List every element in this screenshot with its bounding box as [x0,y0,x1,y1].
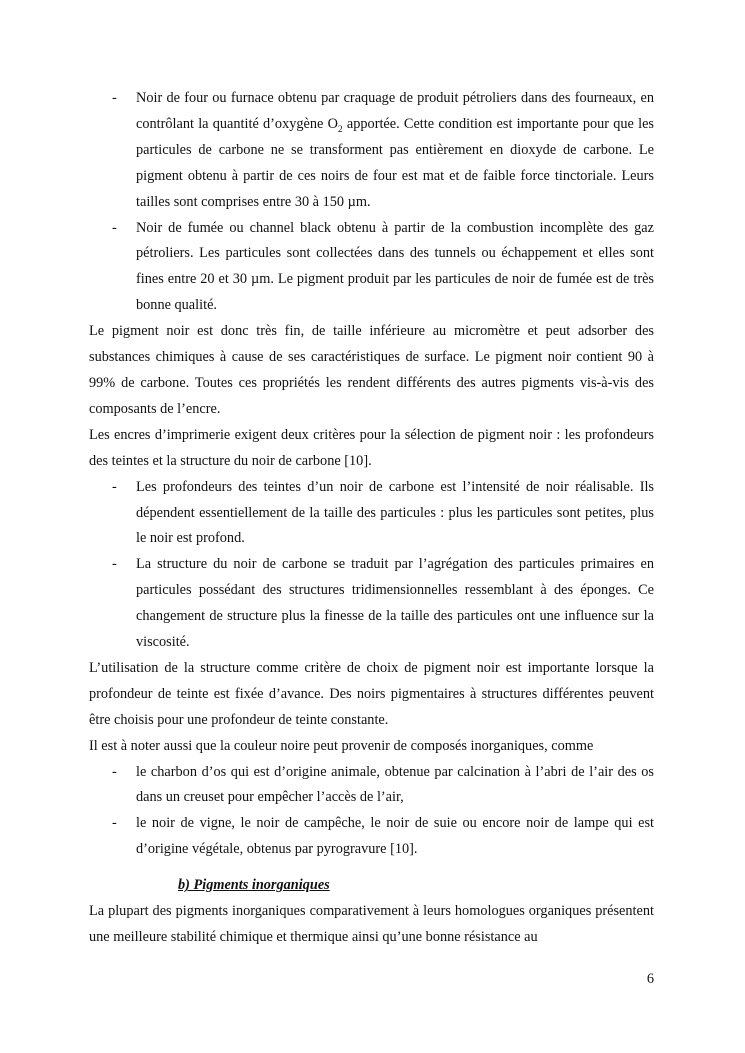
bullet-item-structure [89,552,654,656]
bullet-text: Les profondeurs des teintes d’un noir de carbone est l’intensité de noir réalisable. Ils dépendent essentiellement de la taille des particules : plus les particules sont petites, plus le noir est profond. [136,478,654,547]
bullet-dash: - [112,478,117,495]
bullet-dash: - [112,90,117,106]
bullet-text: le charbon d’os qui est d’origine animale, obtenue par calcination à l’abri de l’air des os dans un creuset pour empêcher l’accès de l’air, [136,763,654,806]
page-body [89,86,654,951]
bullet-item-channel-black [89,216,654,320]
paragraph-pigment-noir: Le pigment noir est donc très fin, de taille inférieure au micromètre et peut adsorber des substances chimiques à cause de ses caractéristiques de surface. Le pigment noir contient 90 à 99% de carbone. Toutes ces propriétés les rendent différents des autres pigments vis-à-vis des composants de l’encre. [89,323,654,417]
bullet-text: Noir de fumée ou channel black obtenu à partir de la combustion incomplète des gaz pétroliers. Les particules sont collectées dans des tunnels ou échappement et elles sont fines entre 20 et 30 µm. Le pigment produit par les particules de noir de fumée est de très bonne qualité. [136,219,654,314]
bullet-text: Noir de four ou furnace obtenu par craquage de produit pétroliers dans des fourneaux, en contrôlant la quantité d’oxygène O [136,90,654,132]
bullet-text: le noir de vigne, le noir de campêche, le noir de suie ou encore noir de lampe qui est d’origine végétale, obtenus par pyrogravure [10]. [136,815,654,858]
bullet-item-furnace-black [89,86,654,216]
bullet-text: La structure du noir de carbone se traduit par l’agrégation des particules primaires en particules possédant des structures tridimensionnelles ressemblant à des éponges. Ce changement de structure plus la finesse de la taille des particules ont une influence sur la viscosité. [136,556,654,651]
bullet-dash: - [112,556,117,573]
section-heading: b) Pigments inorganiques [178,877,330,894]
bullet-item-noir-vigne [89,811,654,863]
bullet-item-charbon-os [89,760,654,812]
bullet-dash: - [112,763,117,780]
subscript-2: 2 [337,124,343,135]
bullet-text-continued: apportée. Cette condition est importante pour que les particules de carbone ne se transforment pas entièrement en dioxyde de carbone. Le pigment obtenu à partir de ces noirs de four est mat et de faible force tinctoriale. Leurs tailles sont comprises entre 30 à 150 µm. [136,115,654,210]
bullet-dash: - [112,219,117,236]
bullet-item-profondeurs [89,475,654,553]
paragraph-encres-criteres: Les encres d’imprimerie exigent deux critères pour la sélection de pigment noir : les profondeurs des teintes et la structure du noir de carbone [10]. [89,426,654,469]
page-number: 6 [646,971,654,987]
bullet-dash: - [112,815,117,832]
paragraph-pigments-inorganiques: La plupart des pigments inorganiques comparativement à leurs homologues organiques présentent une meilleure stabilité chimique et thermique ainsi qu’une bonne résistance au [89,903,654,945]
paragraph-utilisation-structure: L’utilisation de la structure comme critère de choix de pigment noir est importante lorsque la profondeur de teinte est fixée d’avance. Des noirs pigmentaires à structures différentes peuvent être choisis pour une profondeur de teinte constante. [89,659,654,728]
paragraph-couleur-noire: Il est à noter aussi que la couleur noire peut provenir de composés inorganiques, comme [89,737,594,754]
